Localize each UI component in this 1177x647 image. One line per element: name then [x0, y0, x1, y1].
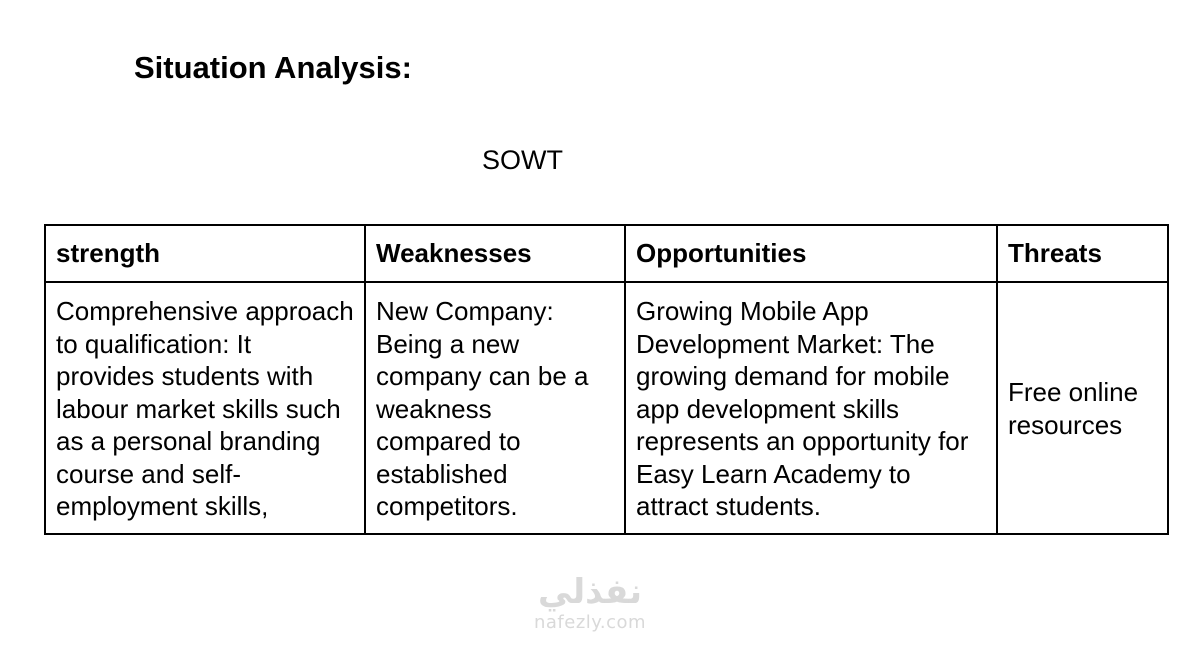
cell-opportunities: Growing Mobile App Development Market: The growing demand for mobile app development skills represents an opportunity for Easy Learn Academy to attract students.	[625, 282, 997, 534]
watermark-logo: نفذلي	[537, 572, 643, 612]
header-weaknesses: Weaknesses	[365, 225, 625, 282]
watermark	[490, 572, 690, 634]
cell-strength: Comprehensive approach to qualification: It provides students with labour market skills such as a personal branding course and self-employment skills,	[45, 282, 365, 534]
cell-weaknesses: New Company: Being a new company can be a weakness compared to established competitors.	[365, 282, 625, 534]
table-header-row	[45, 225, 1168, 282]
header-opportunities: Opportunities	[625, 225, 997, 282]
header-strength: strength	[45, 225, 365, 282]
page-heading: Situation Analysis:	[134, 50, 412, 85]
watermark-url: nafezly.com	[533, 612, 647, 633]
cell-threats: Free online resources	[997, 282, 1168, 534]
swot-table	[44, 224, 1169, 535]
header-threats: Threats	[997, 225, 1168, 282]
document-subtitle: SOWT	[482, 145, 563, 175]
table-row	[45, 282, 1168, 534]
